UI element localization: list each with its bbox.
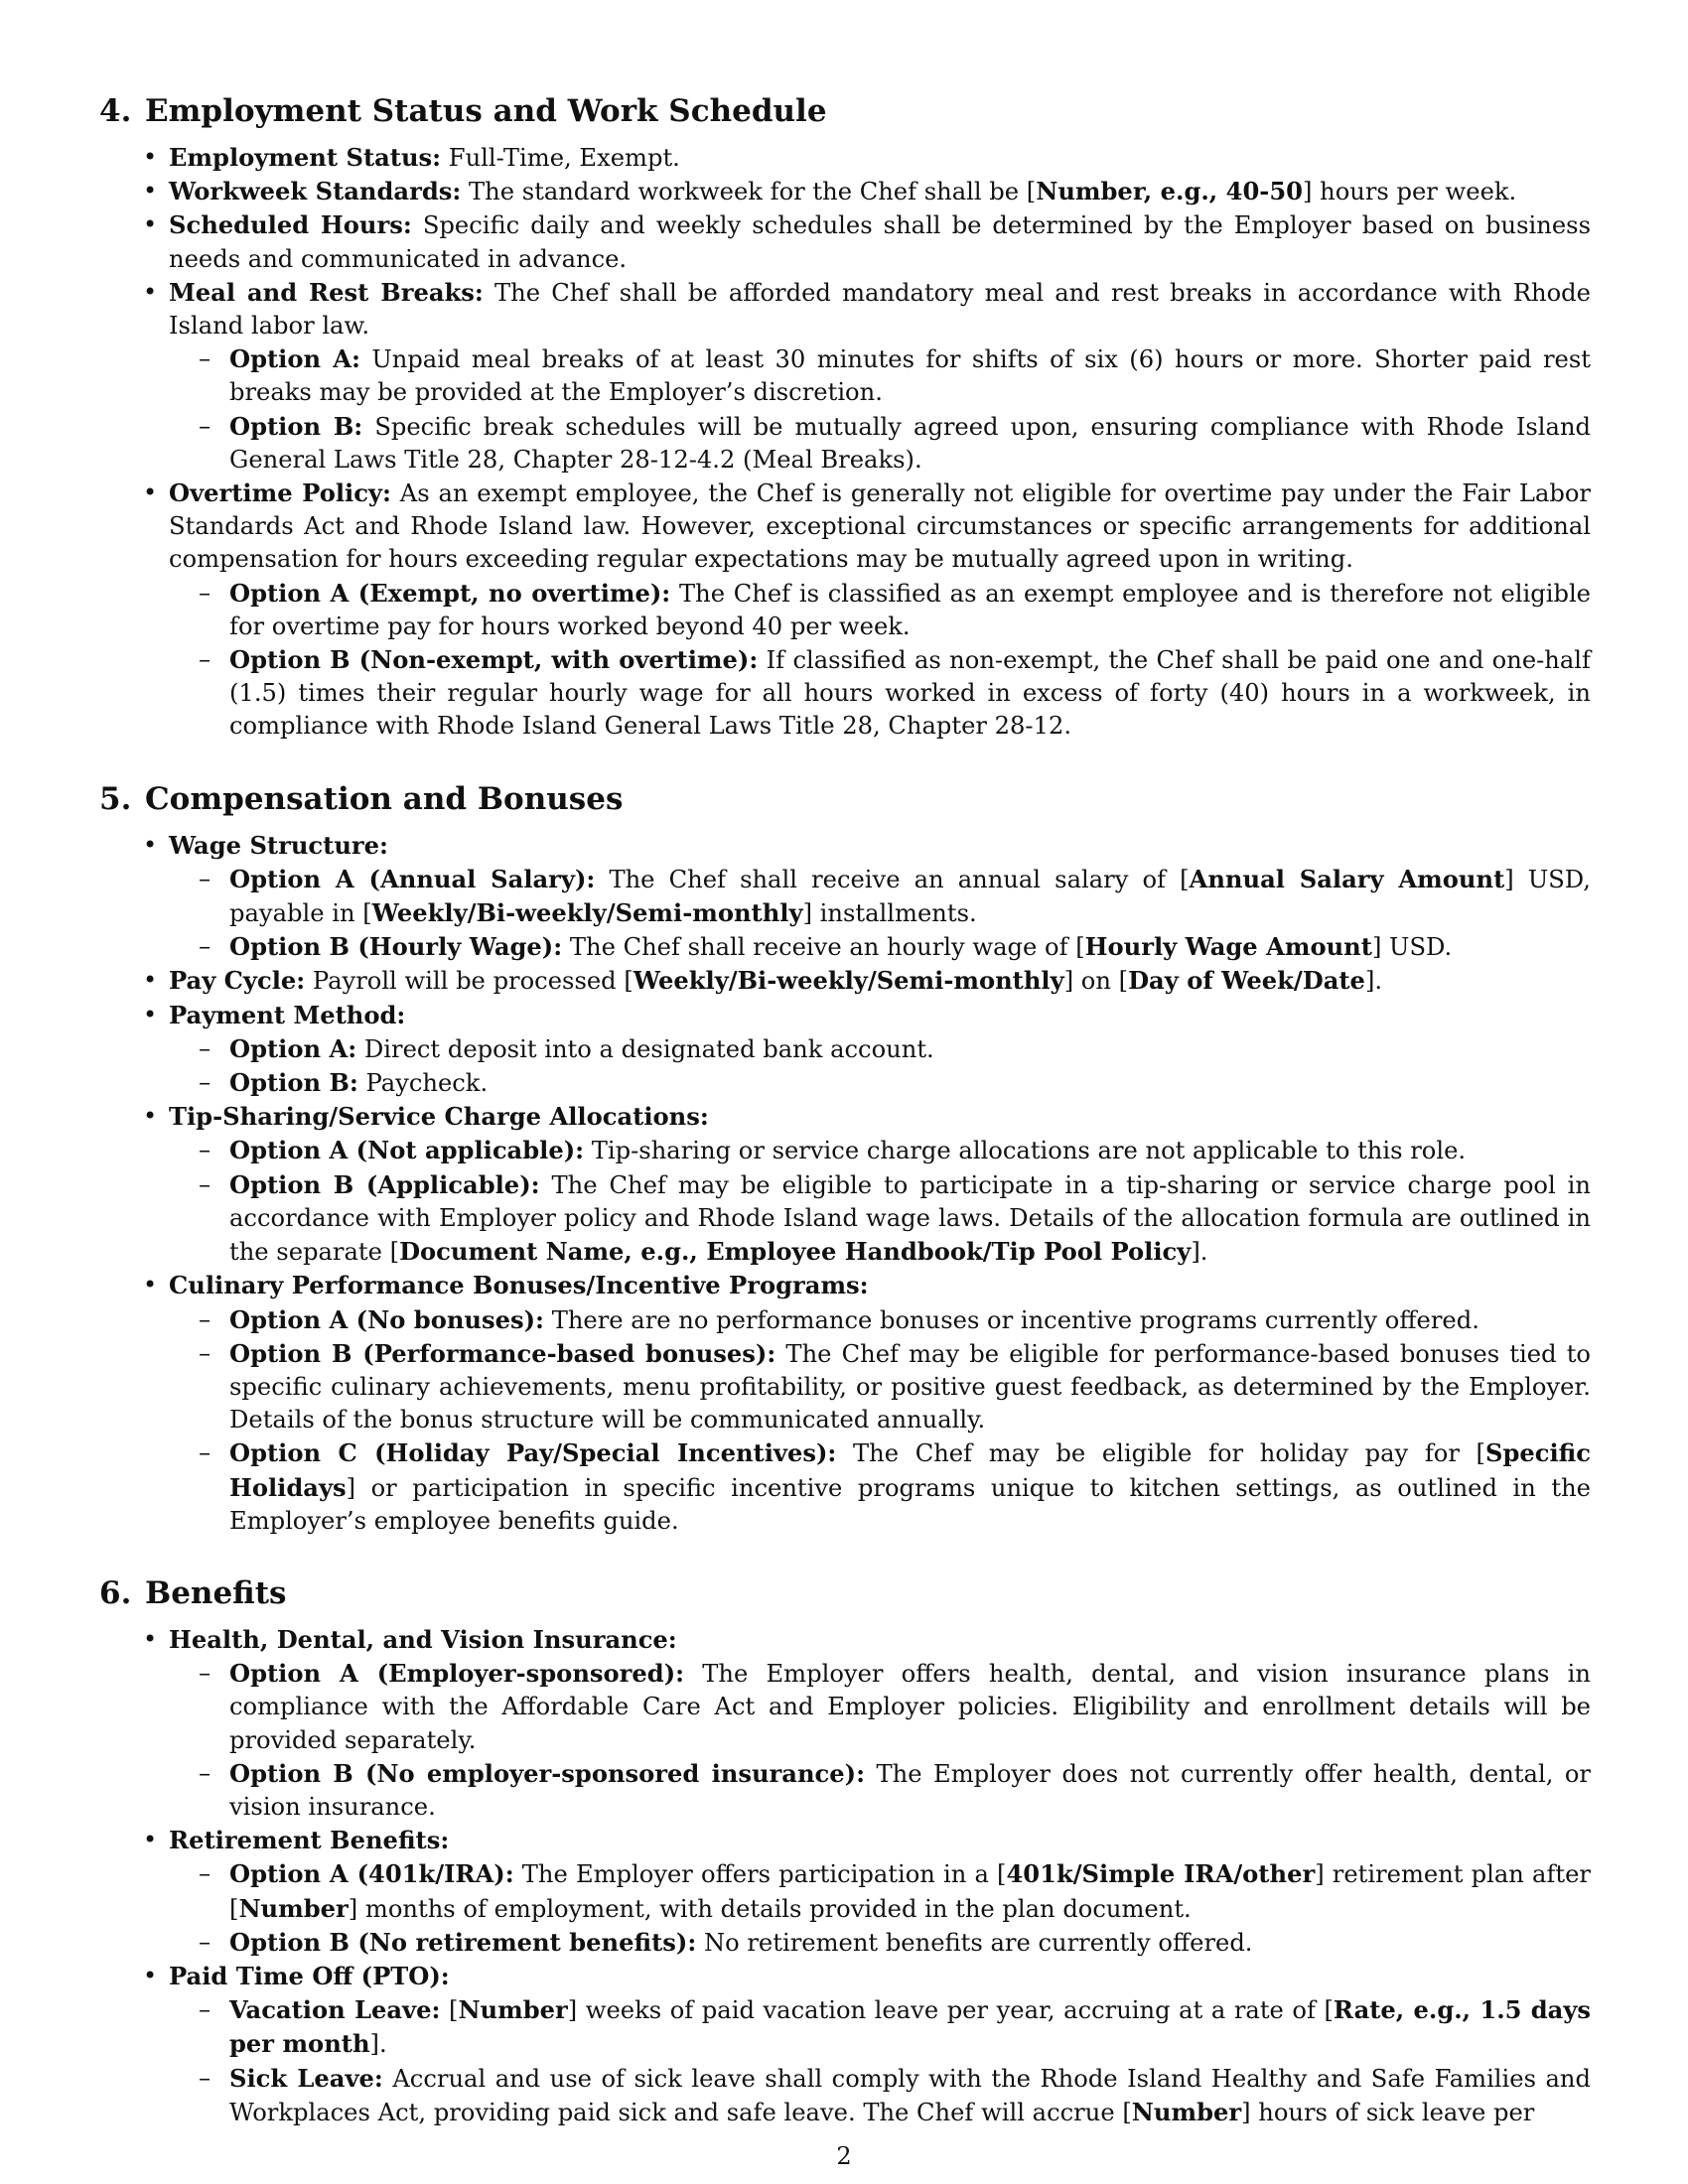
page-number: 2 (836, 2142, 852, 2170)
sub-list (169, 577, 1591, 744)
list-item (169, 1960, 1591, 2129)
item-label: Option A (Not applicable): (229, 1136, 585, 1165)
item-label: Option B: (229, 411, 363, 441)
sub-list-item (229, 1993, 1591, 2061)
placeholder-field: Annual Salary Amount (1189, 864, 1505, 893)
item-text: ] hours of sick leave per (1241, 2098, 1535, 2126)
item-text: ]. (1364, 967, 1383, 996)
section-title: Employment Status and Work Schedule (145, 93, 827, 129)
item-text: ] retirement plan after [ (229, 1860, 1591, 1923)
bullet-list (99, 829, 1591, 1538)
sub-list-item (229, 863, 1591, 930)
section-6 (99, 1573, 1591, 2129)
section-number: 5. (99, 780, 132, 817)
sub-list-item (229, 1303, 1591, 1337)
item-text: The Chef may be eligible to participate in a tip-sharing or service charge pool in accordance with Employer policy and Rhode Island wage laws. Details of the allocation formula are outlined in the separate [ (229, 1170, 1591, 1267)
list-item (169, 1100, 1591, 1269)
document-page (99, 91, 1591, 2165)
item-text: The Chef shall be afforded mandatory meal and rest breaks in accordance with Rhode Island labor law. (169, 278, 1591, 341)
item-text: The standard workweek for the Chef shall be [ (461, 178, 1037, 206)
item-text: The Chef is classified as an exempt employee and is therefore not eligible for overtime pay for hours worked beyond 40 per week. (229, 579, 1591, 640)
placeholder-field: Number (458, 1995, 568, 2025)
sub-list (169, 1134, 1591, 1269)
sections-container (99, 91, 1591, 2129)
sub-list-item (229, 1134, 1591, 1167)
section-title: Compensation and Bonuses (145, 780, 624, 817)
item-label: Option B (Non-exempt, with overtime): (229, 645, 759, 675)
placeholder-field: Specific Holidays (229, 1438, 1591, 1502)
section-heading (99, 779, 1591, 819)
item-label: Option B: (229, 1068, 358, 1098)
list-item (169, 999, 1591, 1101)
item-label: Tip-Sharing/Service Charge Allocations: (169, 1102, 709, 1132)
item-text: As an exempt employee, the Chef is generally not eligible for overtime pay under the Fair Labor Standards Act and Rhode Island law. However, exceptional circumstances or specific arrangements for additional compensation for hours exceeding regular expectations may be mutually agreed upon in writing. (169, 479, 1591, 574)
item-text: Accrual and use of sick leave shall comply with the Rhode Island Healthy and Safe Families and Workplaces Act, providing paid sick and safe leave. The Chef will accrue [ (229, 2064, 1591, 2126)
item-label: Option A (Employer-sponsored): (229, 1659, 685, 1689)
item-text: Specific break schedules will be mutually agreed upon, ensuring compliance with Rhode Island General Laws Title 28, Chapter 28-12-4.2 (Meal Breaks). (229, 412, 1591, 474)
sub-list-item (229, 410, 1591, 477)
item-text: No retirement benefits are currently offered. (696, 1928, 1253, 1957)
item-text: The Chef shall receive an hourly wage of [ (562, 933, 1085, 962)
item-label: Wage Structure: (169, 830, 388, 860)
placeholder-field: 401k/Simple IRA/other (1006, 1859, 1316, 1889)
item-label: Sick Leave: (229, 2063, 383, 2093)
item-label: Workweek Standards: (169, 177, 462, 206)
sub-list (169, 1657, 1591, 1824)
sub-list (169, 1993, 1591, 2129)
placeholder-field: Weekly/Bi-weekly/Semi-monthly (633, 966, 1064, 996)
item-label: Overtime Policy: (169, 478, 391, 508)
item-text: There are no performance bonuses or incentive programs currently offered. (544, 1305, 1479, 1334)
bullet-list (99, 141, 1591, 744)
placeholder-field: Number, e.g., 40-50 (1036, 177, 1303, 206)
item-label: Paid Time Off (PTO): (169, 1961, 450, 1990)
item-text: ] weeks of paid vacation leave per year, accruing at a rate of [ (567, 1996, 1334, 2025)
item-label: Option A: (229, 1033, 357, 1063)
sub-list (169, 1032, 1591, 1100)
item-label: Employment Status: (169, 143, 442, 172)
sub-list-item (229, 1032, 1591, 1066)
item-label: Option B (No employer-sponsored insurance): (229, 1758, 866, 1788)
list-item (169, 1623, 1591, 1824)
item-label: Scheduled Hours: (169, 210, 412, 240)
item-label: Option B (No retirement benefits): (229, 1927, 697, 1957)
placeholder-field: Hourly Wage Amount (1084, 932, 1372, 962)
item-label: Culinary Performance Bonuses/Incentive Programs: (169, 1271, 869, 1300)
section-number: 4. (99, 93, 132, 129)
list-item (169, 208, 1591, 275)
item-text: Full-Time, Exempt. (441, 144, 680, 172)
list-item (169, 1824, 1591, 1960)
placeholder-field: Day of Week/Date (1128, 966, 1365, 996)
item-label: Option A (Annual Salary): (229, 864, 596, 893)
placeholder-field: Weekly/Bi-weekly/Semi-monthly (371, 898, 803, 928)
list-item (169, 141, 1591, 175)
item-text: The Employer offers participation in a [ (513, 1860, 1007, 1889)
section-number: 6. (99, 1574, 132, 1611)
item-text: [ (440, 1996, 459, 2025)
item-label: Meal and Rest Breaks: (169, 277, 484, 307)
section-heading (99, 91, 1591, 131)
item-text: Unpaid meal breaks of at least 30 minutes for shifts of six (6) hours or more. Shorter paid rest breaks may be provided at the Employer’s discretion. (229, 345, 1591, 407)
item-text: ] months of employment, with details provided in the plan document. (348, 1894, 1192, 1923)
sub-list-item (229, 1337, 1591, 1437)
item-label: Option A: (229, 344, 360, 374)
item-label: Option C (Holiday Pay/Special Incentives): (229, 1438, 837, 1468)
sub-list-item (229, 1168, 1591, 1270)
placeholder-field: Rate, e.g., 1.5 days per month (229, 1995, 1591, 2059)
item-text: The Chef may be eligible for performance-based bonuses tied to specific culinary achievements, menu profitability, or positive guest feedback, as determined by the Employer. Details of the bonus structure will be communicated annually. (229, 1339, 1591, 1434)
item-label: Option B (Hourly Wage): (229, 932, 563, 962)
sub-list (169, 1857, 1591, 1960)
item-text: Tip-sharing or service charge allocations are not applicable to this role. (584, 1137, 1467, 1165)
sub-list-item (229, 2062, 1591, 2129)
item-text: ] USD. (1371, 933, 1453, 962)
item-label: Retirement Benefits: (169, 1826, 450, 1855)
item-label: Payment Method: (169, 1000, 406, 1029)
item-label: Option A (401k/IRA): (229, 1859, 514, 1889)
sub-list-item (229, 342, 1591, 409)
sub-list-item (229, 643, 1591, 744)
list-item (169, 477, 1591, 744)
sub-list-item (229, 1926, 1591, 1960)
section-heading (99, 1573, 1591, 1613)
item-text: ] hours per week. (1303, 178, 1517, 206)
list-item (169, 829, 1591, 965)
section-title: Benefits (145, 1574, 287, 1611)
item-text: Payroll will be processed [ (305, 967, 633, 996)
item-label: Vacation Leave: (229, 1995, 441, 2025)
item-label: Option B (Applicable): (229, 1169, 540, 1199)
item-label: Option A (Exempt, no overtime): (229, 578, 671, 608)
item-text: ] on [ (1063, 967, 1129, 996)
sub-list-item (229, 1857, 1591, 1925)
sub-list-item (229, 1436, 1591, 1538)
sub-list-item (229, 577, 1591, 643)
placeholder-field: Number (238, 1893, 349, 1923)
item-text: The Employer does not currently offer health, dental, or vision insurance. (229, 1759, 1591, 1821)
sub-list-item (229, 1757, 1591, 1824)
section-4 (99, 91, 1591, 744)
sub-list-item (229, 1066, 1591, 1100)
sub-list (169, 342, 1591, 477)
item-text: ] or participation in specific incentive programs unique to kitchen settings, as outlined in the Employer’s employee benefits guide. (229, 1473, 1591, 1535)
item-text: The Chef may be eligible for holiday pay for [ (836, 1439, 1485, 1468)
item-label: Pay Cycle: (169, 966, 306, 996)
list-item (169, 175, 1591, 208)
item-text: ] USD, payable in [ (229, 865, 1591, 928)
bullet-list (99, 1623, 1591, 2129)
item-text: The Chef shall receive an annual salary of [ (595, 865, 1190, 893)
item-text: ] installments. (802, 899, 977, 928)
placeholder-field: Document Name, e.g., Employee Handbook/Tip Pool Policy (399, 1237, 1192, 1267)
item-label: Option A (No bonuses): (229, 1304, 544, 1334)
sub-list (169, 863, 1591, 965)
sub-list-item (229, 1657, 1591, 1757)
list-item (169, 964, 1591, 998)
item-text: The Employer offers health, dental, and vision insurance plans in compliance with the Affordable Care Act and Employer policies. Eligibility and enrollment details will be provided separately. (229, 1660, 1591, 1754)
list-item (169, 1269, 1591, 1538)
sub-list (169, 1303, 1591, 1538)
item-text: ]. (369, 2030, 387, 2059)
section-5 (99, 779, 1591, 1538)
item-label: Option B (Performance-based bonuses): (229, 1338, 776, 1368)
list-item (169, 276, 1591, 477)
sub-list-item (229, 930, 1591, 964)
placeholder-field: Number (1131, 2097, 1242, 2126)
item-label: Health, Dental, and Vision Insurance: (169, 1624, 677, 1654)
item-text: ]. (1191, 1238, 1208, 1267)
item-text: Direct deposit into a designated bank account. (356, 1034, 934, 1063)
item-text: Specific daily and weekly schedules shall be determined by the Employer based on business needs and communicated in advance. (169, 211, 1591, 273)
item-text: If classified as non-exempt, the Chef shall be paid one and one-half (1.5) times their regular hourly wage for all hours worked in excess of forty (40) hours in a workweek, in compliance with Rhode Island General Laws Title 28, Chapter 28-12. (229, 646, 1591, 741)
item-text: Paycheck. (357, 1069, 489, 1098)
